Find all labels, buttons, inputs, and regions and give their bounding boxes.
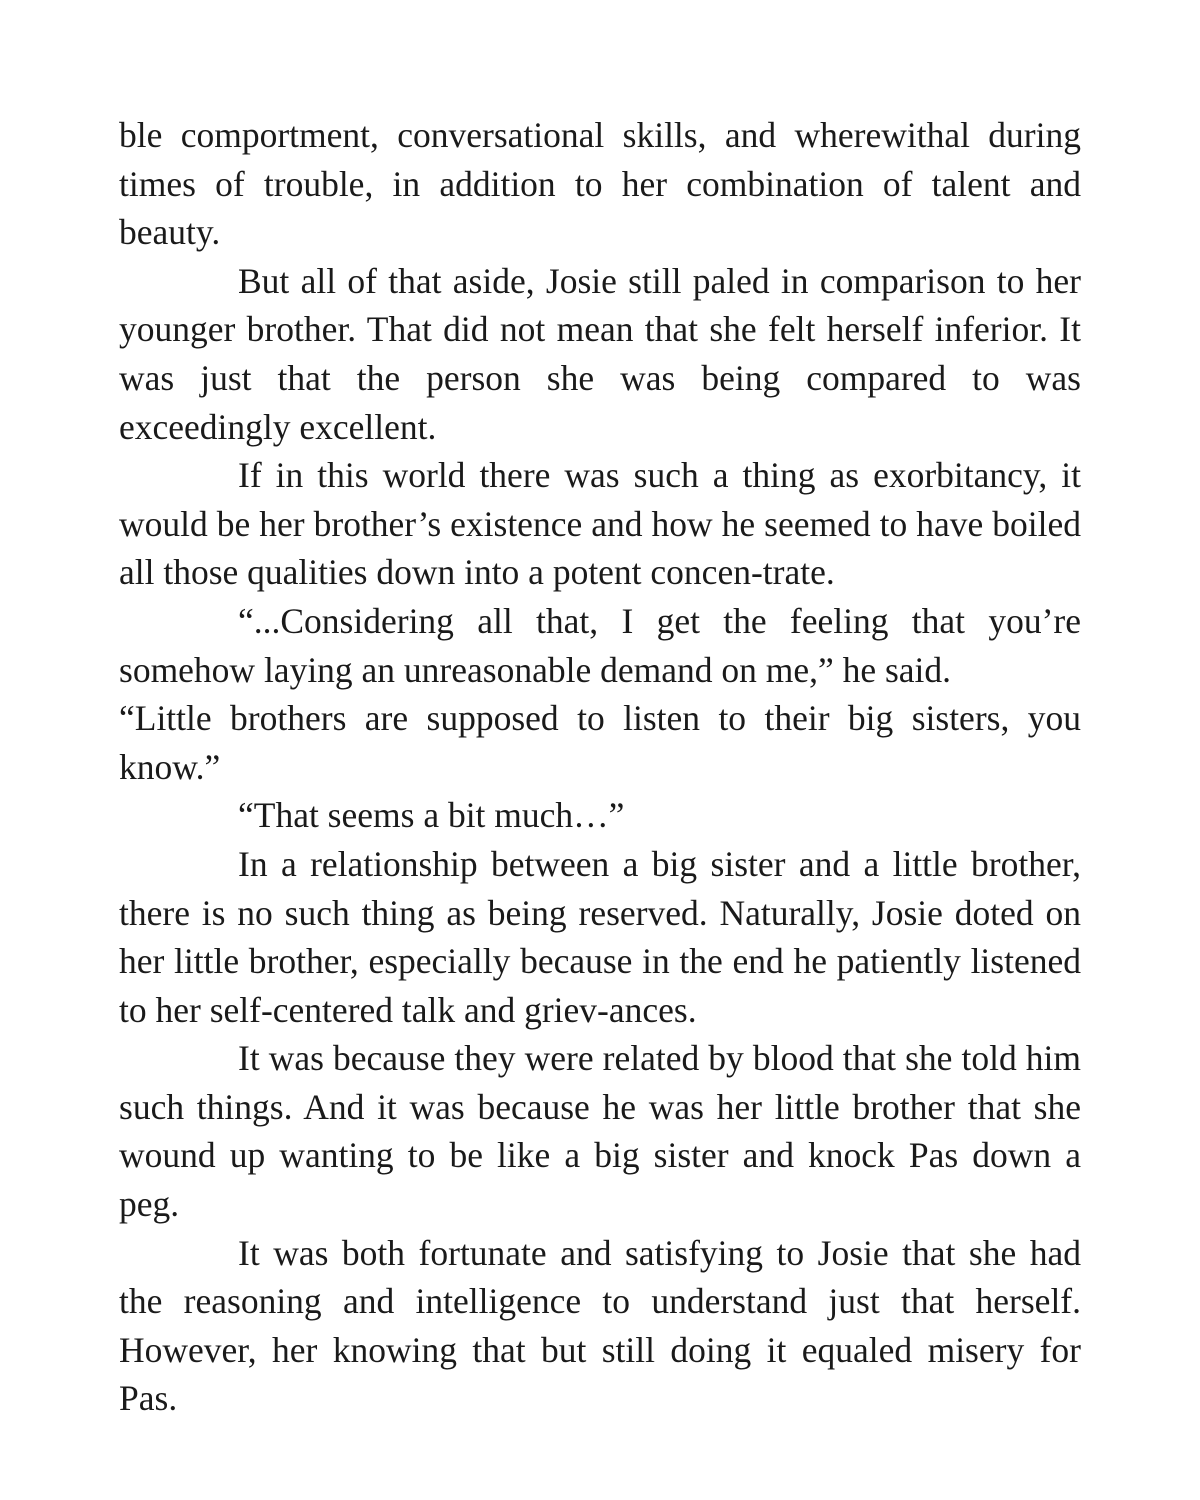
- paragraph-5: “Little brothers are supposed to listen to their big sisters, you know.”: [119, 698, 1081, 787]
- paragraph-9: It was both fortunate and satisfying to Josie that she had the reasoning and intelligence to understand just that herself. However, her knowing that but still doing it equaled misery for Pas.: [119, 1232, 1081, 1419]
- paragraph-3: If in this world there was such a thing as exorbitancy, it would be her brother’s existence and how he seemed to have boiled all those qualities down into a potent concen-trate.: [119, 455, 1081, 593]
- paragraph-1: ble comportment, conversational skills, and wherewithal during times of trouble, in addition to her combination of talent and beauty.: [119, 115, 1081, 253]
- paragraph-8: It was because they were related by blood that she told him such things. And it was because he was her little brother that she wound up wanting to be like a big sister and knock Pas down a peg.: [119, 1038, 1081, 1225]
- paragraph-2: But all of that aside, Josie still paled in comparison to her younger brother. That did not mean that she felt herself inferior. It was just that the person she was being compared to was exceedingly excellent.: [119, 260, 1081, 447]
- paragraph-6: “That seems a bit much…”: [238, 795, 625, 836]
- paragraph-7: In a relationship between a big sister and a little brother, there is no such thing as being reserved. Naturally, Josie doted on her little brother, especially because in the end he patiently listened to her self-centered talk and griev-ances.: [119, 843, 1081, 1030]
- book-page-text: [119, 111, 1081, 1423]
- paragraph-4: “...Considering all that, I get the feeling that you’re somehow laying an unreasonable demand on me,” he said.: [119, 600, 1081, 690]
